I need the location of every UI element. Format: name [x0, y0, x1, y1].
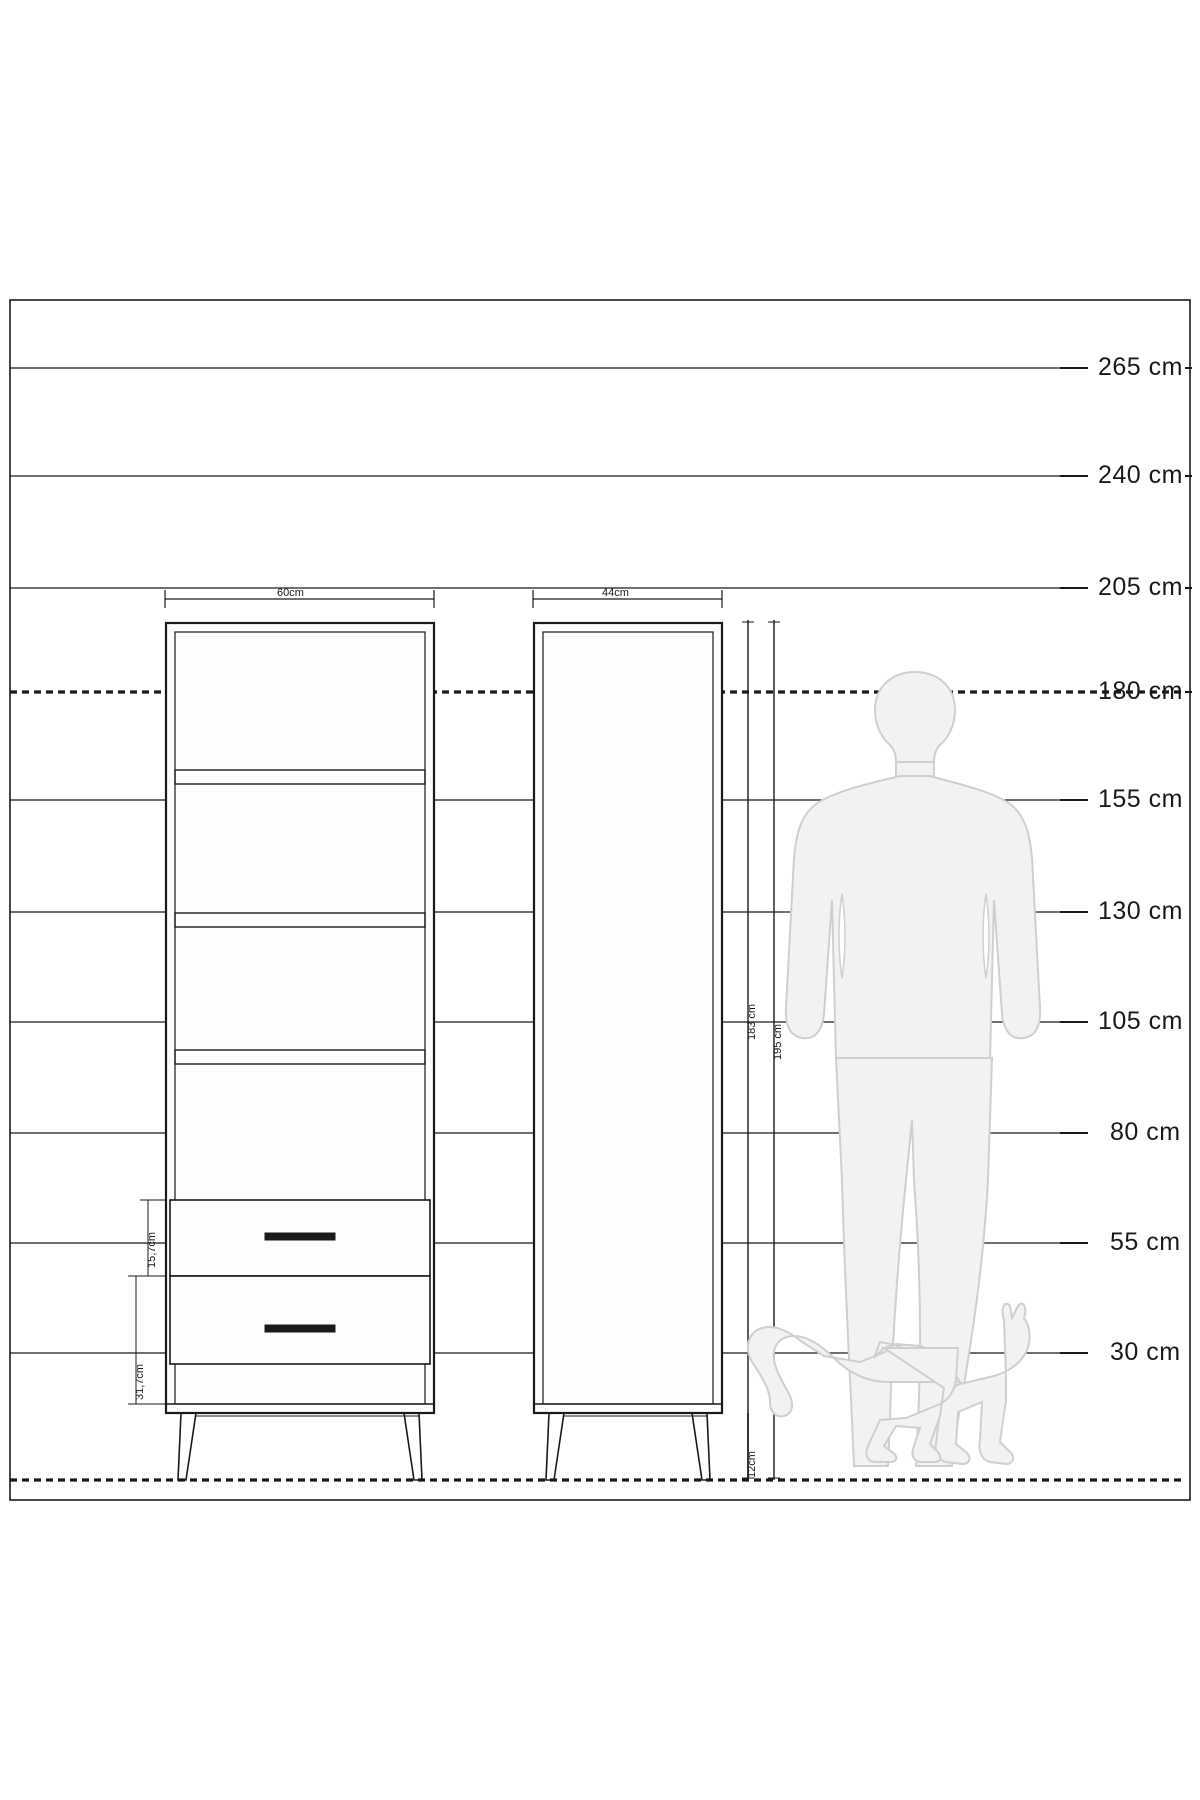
scale-ticks	[1060, 368, 1192, 1353]
cabinet-width-label: 44cm	[602, 587, 629, 599]
drawer-height-label: 15,7cm	[146, 1231, 158, 1268]
leg-front-left	[178, 1413, 196, 1480]
cabinet-unit	[533, 590, 722, 1480]
drawers-total-height-label: 31,7cm	[134, 1363, 146, 1400]
bookcase-unit	[128, 590, 434, 1480]
silhouette-head	[875, 672, 955, 762]
scale-label-130: 130 cm	[1098, 897, 1183, 925]
cabinet-legs	[546, 1413, 710, 1480]
scale-label-205: 205 cm	[1098, 573, 1183, 601]
silhouette-arm-detail-right	[983, 894, 989, 978]
cabinet-carcass	[534, 623, 722, 1413]
scale-label-155: 155 cm	[1098, 785, 1183, 813]
cabinet-leg-right	[692, 1413, 710, 1480]
drawer-lower	[170, 1276, 430, 1364]
bookcase-drawers	[170, 1200, 430, 1364]
drawer-upper-handle[interactable]	[265, 1233, 335, 1240]
silhouette-arm-detail-left	[839, 894, 845, 978]
bookcase-legs	[178, 1413, 422, 1480]
scale-label-265: 265 cm	[1098, 353, 1183, 381]
silhouette-torso	[786, 776, 1040, 1060]
scale-label-30: 30 cm	[1110, 1338, 1181, 1366]
scale-label-240: 240 cm	[1098, 461, 1183, 489]
bookcase-width-label: 60cm	[277, 587, 304, 599]
leg-front-right	[404, 1413, 422, 1480]
drawer-lower-handle[interactable]	[265, 1325, 335, 1332]
cabinet-leg-left	[546, 1413, 564, 1480]
person-height-label: 183 cm	[746, 1003, 758, 1040]
scale-label-55: 55 cm	[1110, 1228, 1181, 1256]
leg-height-label: 12cm	[746, 1451, 758, 1478]
scale-label-180: 180 cm	[1098, 677, 1183, 705]
reach-height-label: 195 cm	[772, 1023, 784, 1060]
scale-label-105: 105 cm	[1098, 1007, 1183, 1035]
scale-label-80: 80 cm	[1110, 1118, 1181, 1146]
